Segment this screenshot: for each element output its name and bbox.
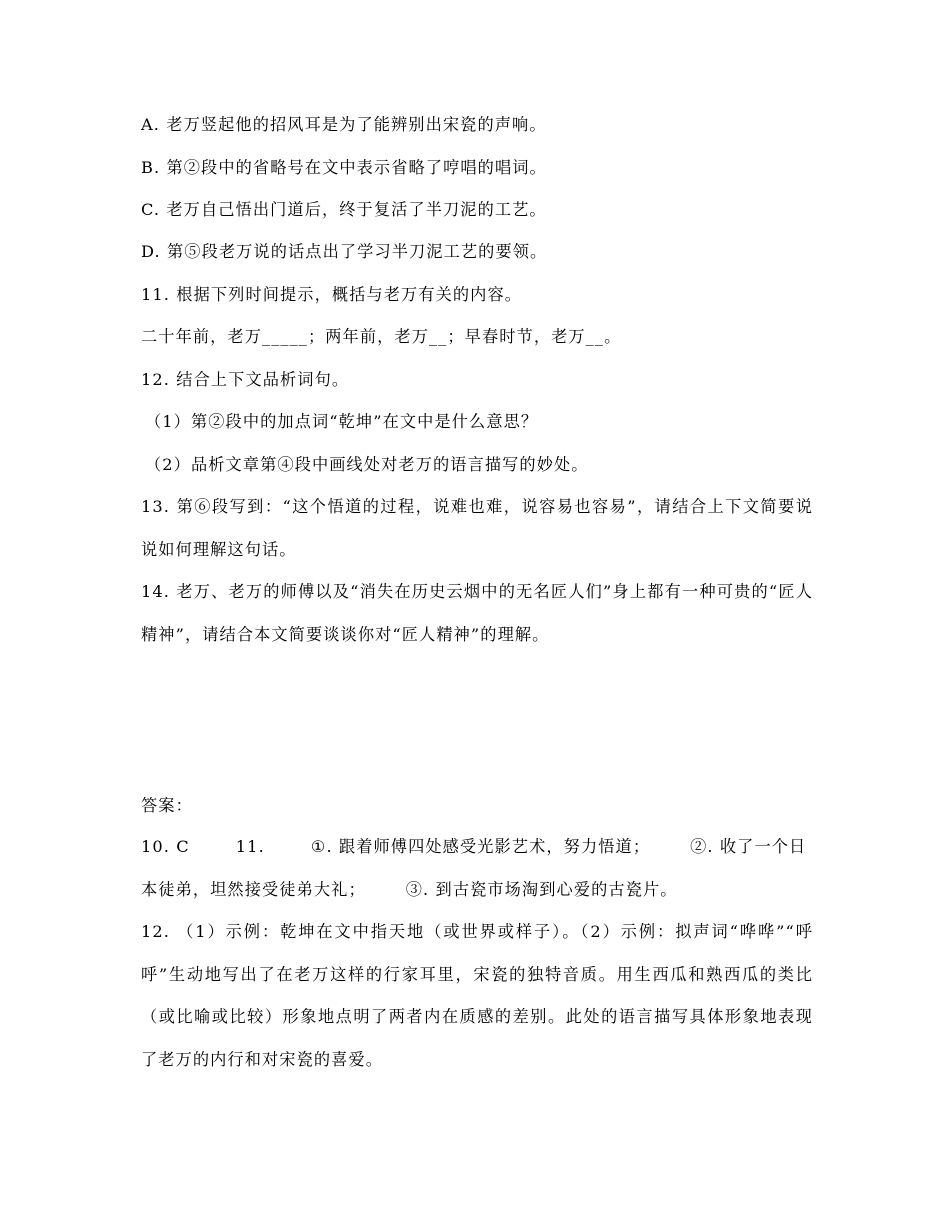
question-12: 12. 结合上下文品析词句。 bbox=[141, 370, 350, 389]
answer-11-part-2: ②. 收了一个日本徒弟，坦然接受徒弟大礼； bbox=[141, 837, 807, 899]
answer-11-part-1: ①. 跟着师傅四处感受光影艺术，努力悟道； bbox=[310, 837, 651, 856]
question-12-part-1: （1）第②段中的加点词“乾坤”在文中是什么意思？ bbox=[145, 412, 539, 431]
question-option-d: D. 第⑤段老万说的话点出了学习半刀泥工艺的要领。 bbox=[141, 242, 548, 261]
answers-heading: 答案： bbox=[141, 796, 193, 815]
answer-12: 12. （1）示例：乾坤在文中指天地（或世界或样子）。（2）示例：拟声词“哗哗”“呼呼”生动地写出了在老万这样的行家耳里，宋瓷的独特音质。用生西瓜和熟西瓜的类比（或比喻或比较）形象地点明了两者内在质感的差别。此处的语言描写具体形象地表现了老万的内行和对宋瓷的喜爱。 bbox=[141, 922, 813, 1069]
question-option-a: A. 老万竖起他的招风耳是为了能辨别出宋瓷的声响。 bbox=[141, 115, 547, 134]
answer-11-part-3: ③. 到古瓷市场淘到心爱的古瓷片。 bbox=[405, 879, 678, 899]
question-option-c: C. 老万自己悟出门道后，终于复活了半刀泥的工艺。 bbox=[141, 200, 547, 219]
question-option-b: B. 第②段中的省略号在文中表示省略了哼唱的唱词。 bbox=[141, 158, 547, 177]
question-12-part-2: （2）品析文章第④段中画线处对老万的语言描写的妙处。 bbox=[145, 455, 589, 474]
answer-10: 10. C bbox=[141, 837, 190, 856]
question-14: 14. 老万、老万的师傅以及“消失在历史云烟中的无名匠人们”身上都有一种可贵的“匠人精神”，请结合本文简要谈谈你对“匠人精神”的理解。 bbox=[141, 582, 813, 644]
question-13: 13. 第⑥段写到：“这个悟道的过程，说难也难，说容易也容易”，请结合上下文简要说说如何理解这句话。 bbox=[141, 497, 813, 559]
answers-10-11 bbox=[141, 826, 813, 911]
question-11-blanks: 二十年前，老万_____；两年前，老万__；早春时节，老万__。 bbox=[141, 327, 622, 346]
question-11: 11. 根据下列时间提示，概括与老万有关的内容。 bbox=[141, 285, 523, 304]
answer-11-label: 11. bbox=[235, 837, 265, 856]
